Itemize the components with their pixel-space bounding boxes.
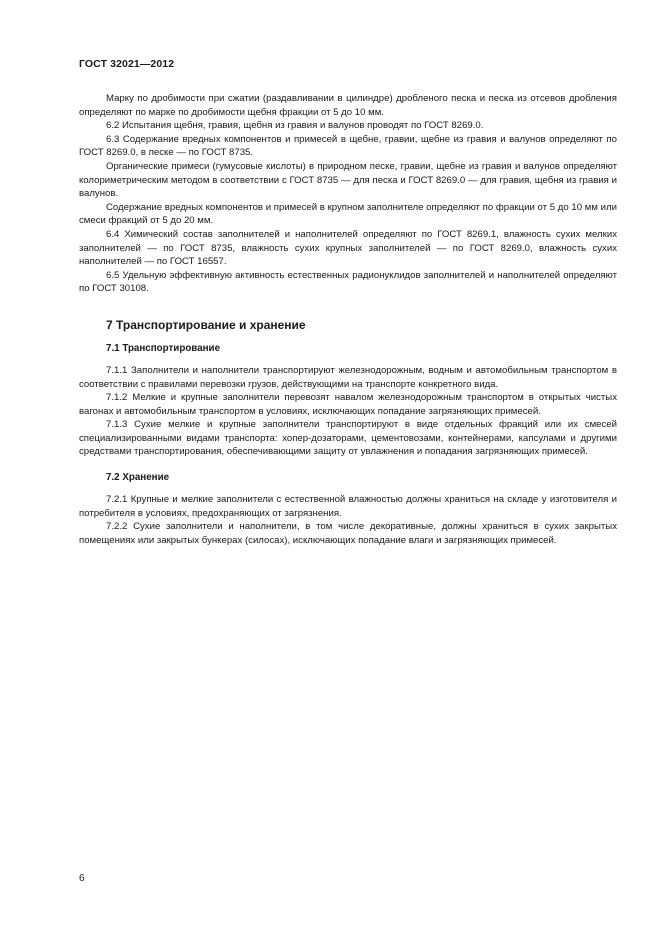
paragraph-7-1-3: 7.1.3 Сухие мелкие и крупные заполнители транспортируют в виде отдельных фракций или их смесей специализированными видами транспорта: хопер-дозаторами, цементовозами, контейнерами, капсулами и другими средствами транспортирования, обеспечивающими защиту от увлажнения и попадания загрязняющих примесей. <box>79 419 617 458</box>
paragraph-7-2-2: 7.2.2 Сухие заполнители и наполнители, в том числе декоративные, должны храниться в сухих закрытых помещениях или закрытых бункерах (силосах), исключающих попадание влаги и загрязняющих примесей. <box>79 521 617 546</box>
paragraph-6-3: 6.3 Содержание вредных компонентов и примесей в щебне, гравии, щебне из гравия и валунов определяют по ГОСТ 8269.0, в песке — по ГОСТ 8735. <box>79 133 617 159</box>
paragraph-7-2-1: 7.2.1 Крупные и мелкие заполнители с естественной влажностью должны храниться на складе у изготовителя и потребителя в условиях, предохраняющих от загрязнения. <box>79 494 617 519</box>
paragraph-7-1-1: 7.1.1 Заполнители и наполнители транспортируют железнодорожным, водным и автомобильным транспортом в соответствии с правилами перевозки грузов, действующими на транспорте конкретного вида. <box>79 364 617 390</box>
paragraph-harmful-components: Содержание вредных компонентов и примесей в крупном заполнителе определяют по фракции от 5 до 10 мм или смеси фракций от 5 до 20 мм. <box>79 201 617 227</box>
document-body <box>79 92 617 547</box>
section-7-title: 7 Транспортирование и хранение <box>106 317 306 332</box>
subsection-7-2-title: 7.2 Хранение <box>106 472 170 484</box>
paragraph-organic-impurities: Органические примеси (гумусовые кислоты) в природном песке, гравии, щебне из гравия и валунов определяют колориметрическим методом в соответствии с ГОСТ 8735 — для песка и ГОСТ 8269.0 — для гравия, щебня из гравия и валунов. <box>79 160 617 200</box>
standard-header: ГОСТ 32021—2012 <box>79 58 175 70</box>
paragraph-6-2: 6.2 Испытания щебня, гравия, щебня из гравия и валунов проводят по ГОСТ 8269.0. <box>106 120 484 132</box>
page-number: 6 <box>79 873 85 884</box>
paragraph-6-5: 6.5 Удельную эффективную активность естественных радионуклидов заполнителей и наполнителей определяют по ГОСТ 30108. <box>79 269 617 295</box>
paragraph-7-1-2: 7.1.2 Мелкие и крупные заполнители перевозят навалом железнодорожным транспортом в открытых чистых вагонах и автомобильным транспортом в условиях, исключающих попадание загрязняющих примесей. <box>79 392 617 417</box>
paragraph-crushability: Марку по дробимости при сжатии (раздавливании в цилиндре) дробленого песка и песка из отсевов дробления определяют по марке по дробимости щебня фракции от 5 до 10 мм. <box>79 93 617 118</box>
subsection-7-1-title: 7.1 Транспортирование <box>106 342 221 354</box>
paragraph-6-4: 6.4 Химический состав заполнителей и наполнителей определяют по ГОСТ 8269.1, влажность сухих мелких заполнителей — по ГОСТ 8735, влажность сухих крупных заполнителей — по ГОСТ 8269.0, влажность сухих наполнителей — по ГОСТ 16557. <box>79 228 617 268</box>
